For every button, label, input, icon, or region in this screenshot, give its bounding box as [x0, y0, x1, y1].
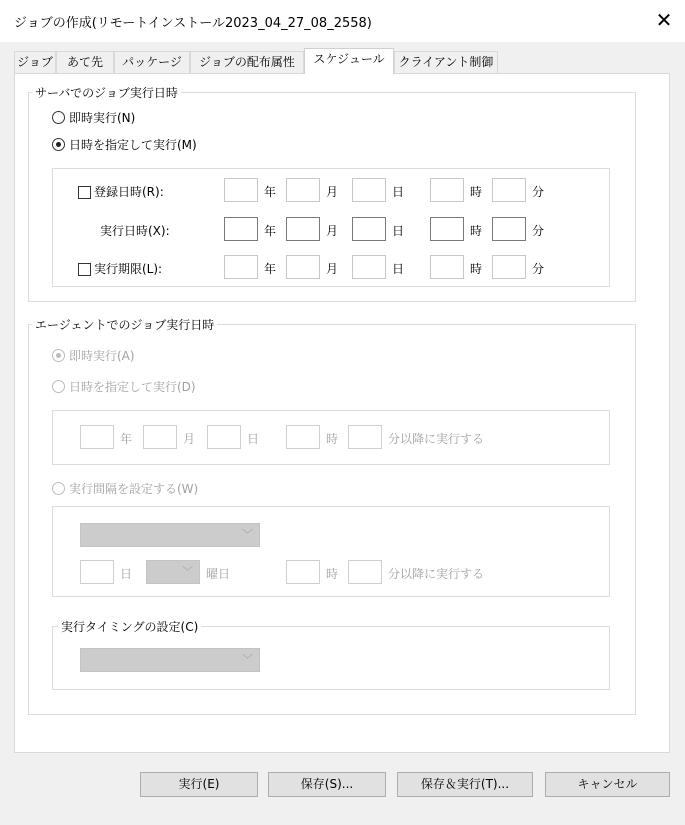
tab-schedule[interactable]: スケジュール — [304, 48, 394, 74]
registration-hour-input[interactable] — [430, 178, 464, 202]
month-label: 月 — [183, 432, 196, 446]
tab-destination[interactable]: あて先 — [56, 51, 114, 73]
weekday-dropdown[interactable] — [146, 560, 200, 584]
window-title: ジョブの作成(リモートインストール2023_04_27_08_2558) — [14, 16, 372, 31]
tab-job[interactable]: ジョブ — [14, 51, 56, 73]
interval-hour-input[interactable] — [286, 560, 320, 584]
hour-label: 時 — [470, 185, 483, 199]
tab-package[interactable]: パッケージ — [114, 51, 190, 73]
hour-label: 時 — [326, 432, 339, 446]
agent-hour-input[interactable] — [286, 425, 320, 449]
agent-year-input[interactable] — [80, 425, 114, 449]
registration-minute-input[interactable] — [492, 178, 526, 202]
row-label-text: 登録日時(R): — [94, 185, 164, 199]
chevron-down-icon: ﹀ — [242, 528, 253, 541]
hour-label: 時 — [470, 224, 483, 238]
day-label: 日 — [247, 432, 260, 446]
agent-immediate-radio[interactable] — [52, 347, 135, 364]
server-specified-radio[interactable] — [52, 136, 197, 153]
agent-month-input[interactable] — [143, 425, 177, 449]
month-label: 月 — [326, 185, 339, 199]
year-label: 年 — [264, 224, 277, 238]
registration-day-input[interactable] — [352, 178, 386, 202]
day-label: 日 — [392, 185, 405, 199]
server-group-legend: サーバでのジョブ実行日時 — [32, 84, 181, 101]
cancel-button[interactable]: キャンセル — [545, 772, 670, 797]
execution-minute-input[interactable] — [492, 217, 526, 241]
agent-specified-radio[interactable] — [52, 378, 196, 395]
hour-label: 時 — [470, 262, 483, 276]
month-label: 月 — [326, 262, 339, 276]
interval-day-input[interactable] — [80, 560, 114, 584]
radio-label: 実行間隔を設定する(W) — [69, 482, 199, 496]
close-icon[interactable]: ✕ — [655, 8, 673, 32]
registration-row-label[interactable] — [78, 183, 164, 200]
timing-dropdown[interactable] — [80, 648, 260, 672]
day-label: 日 — [392, 224, 405, 238]
deadline-year-input[interactable] — [224, 255, 258, 279]
minute-label: 分 — [532, 224, 545, 238]
tab-distribution-attributes[interactable]: ジョブの配布属性 — [190, 51, 304, 73]
save-and-run-button[interactable]: 保存＆実行(T)... — [397, 772, 533, 797]
deadline-month-input[interactable] — [286, 255, 320, 279]
hour-label: 時 — [326, 567, 339, 581]
radio-label: 日時を指定して実行(D) — [69, 380, 196, 394]
tab-client-control[interactable]: クライアント制御 — [394, 51, 498, 73]
after-label: 分以降に実行する — [388, 567, 485, 581]
execution-year-input[interactable] — [224, 217, 258, 241]
agent-day-input[interactable] — [207, 425, 241, 449]
execution-row-label — [100, 222, 170, 239]
run-button[interactable]: 実行(E) — [140, 772, 258, 797]
row-label-text: 実行期限(L): — [94, 262, 163, 276]
chevron-down-icon: ﹀ — [242, 653, 253, 666]
radio-icon — [52, 380, 65, 393]
agent-group-legend: エージェントでのジョブ実行日時 — [32, 316, 217, 333]
radio-icon — [52, 482, 65, 495]
execution-day-input[interactable] — [352, 217, 386, 241]
execution-month-input[interactable] — [286, 217, 320, 241]
minute-label: 分 — [532, 185, 545, 199]
server-immediate-radio[interactable] — [52, 109, 135, 126]
interval-minute-input[interactable] — [348, 560, 382, 584]
registration-checkbox[interactable] — [78, 186, 91, 199]
deadline-row-label[interactable] — [78, 260, 162, 277]
radio-icon — [52, 111, 65, 124]
interval-type-dropdown[interactable] — [80, 523, 260, 547]
day-label: 日 — [120, 567, 133, 581]
execution-hour-input[interactable] — [430, 217, 464, 241]
radio-label: 日時を指定して実行(M) — [69, 138, 197, 152]
year-label: 年 — [264, 185, 277, 199]
agent-minute-input[interactable] — [348, 425, 382, 449]
deadline-checkbox[interactable] — [78, 263, 91, 276]
save-button[interactable]: 保存(S)... — [268, 772, 386, 797]
radio-label: 即時実行(A) — [69, 349, 135, 363]
agent-interval-box — [52, 506, 610, 597]
radio-selected-icon — [52, 138, 65, 151]
minute-label: 分 — [532, 262, 545, 276]
timing-group-legend: 実行タイミングの設定(C) — [58, 618, 201, 635]
agent-interval-radio[interactable] — [52, 480, 198, 497]
year-label: 年 — [120, 432, 133, 446]
row-label-text: 実行日時(X): — [100, 224, 170, 238]
radio-selected-icon — [52, 349, 65, 362]
radio-label: 即時実行(N) — [69, 111, 136, 125]
month-label: 月 — [326, 224, 339, 238]
deadline-minute-input[interactable] — [492, 255, 526, 279]
deadline-hour-input[interactable] — [430, 255, 464, 279]
after-label: 分以降に実行する — [388, 432, 485, 446]
year-label: 年 — [264, 262, 277, 276]
deadline-day-input[interactable] — [352, 255, 386, 279]
registration-year-input[interactable] — [224, 178, 258, 202]
registration-month-input[interactable] — [286, 178, 320, 202]
day-label: 日 — [392, 262, 405, 276]
chevron-down-icon: ﹀ — [182, 565, 193, 578]
weekday-label: 曜日 — [206, 567, 231, 581]
